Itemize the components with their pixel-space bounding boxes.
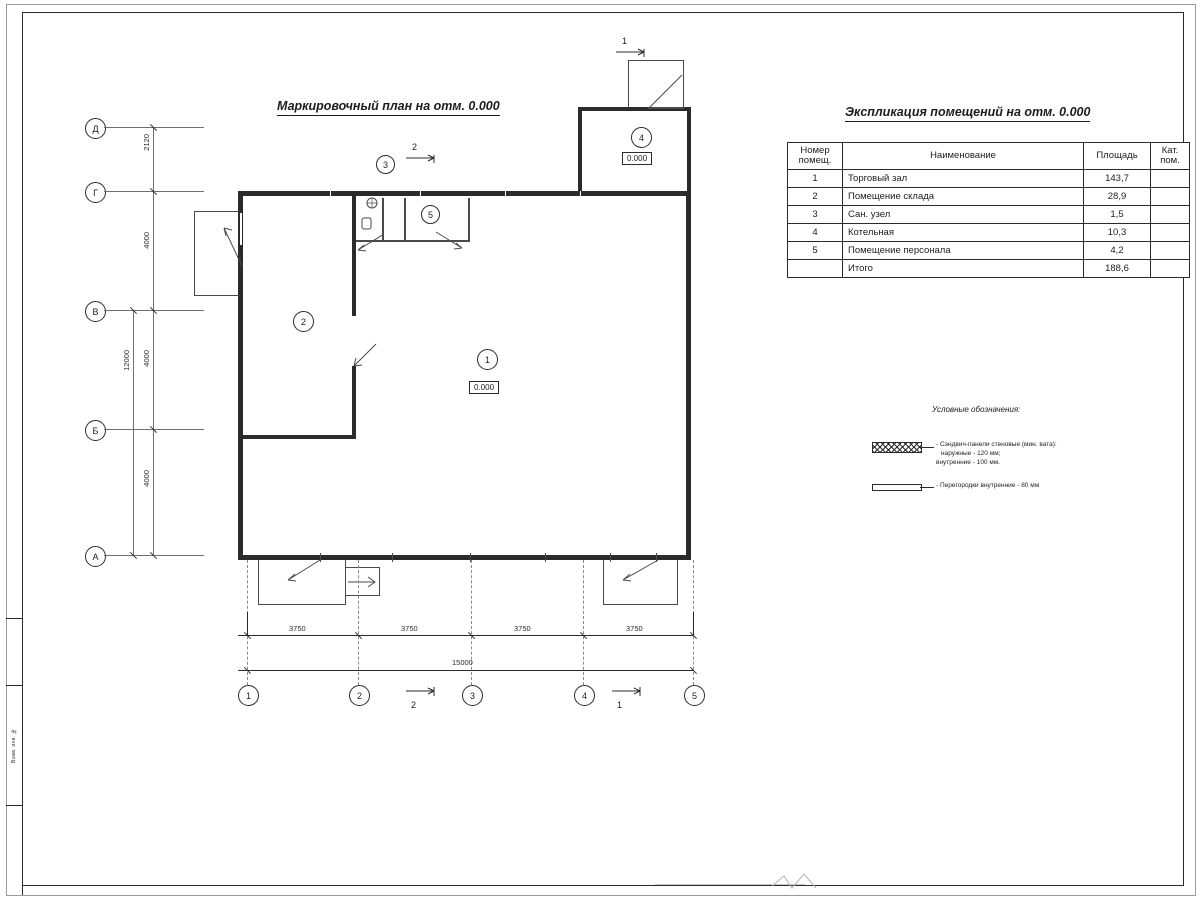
dim-label-h-3750-3: 3750 [514,624,531,633]
axis-grid-2 [358,560,359,685]
cell-total-number [788,259,843,277]
cell-total-kat [1151,259,1190,277]
room-tag-3: 3 [376,155,395,174]
opening-bottom-3-left [610,553,611,562]
wc-fixture-icon [362,193,382,213]
elevation-mark-trade-hall: 0.000 [469,381,499,394]
cell-area: 28,9 [1084,187,1151,205]
table-row [788,187,1190,205]
door-west-swing [222,226,246,272]
dim-chain-horizontal-outer [238,670,693,671]
axis-marker-v: В [85,301,106,322]
cell-area: 1,5 [1084,205,1151,223]
porch-left-step-bottom [345,595,380,596]
cell-kat [1151,241,1190,259]
axis-marker-5: 5 [684,685,705,706]
legend-text-1-line1: - Сэндвич-панели стеновые (мин. вата): [936,441,1057,448]
porch-left-south [258,604,346,605]
cell-name: Помещение склада [843,187,1084,205]
wall-exterior-right [686,191,691,560]
cell-area: 143,7 [1084,169,1151,187]
panel-joint-top-2 [420,191,421,196]
partition-staff-right [468,198,470,242]
axis-marker-a: А [85,546,106,567]
stamp-cell-2 [6,685,22,806]
door-storage-swing [340,330,380,370]
table-header-row [788,143,1190,170]
axis-marker-d: Д [85,118,106,139]
room-tag-5: 5 [421,205,440,224]
legend-swatch-sandwich-panel [872,442,922,453]
legend-swatch-partition [872,484,922,491]
partition-storage-vertical-lower [352,366,356,438]
section-mark-1-top-label: 1 [622,36,628,46]
door-kotelnaya-swing [648,70,688,110]
table-title: Экспликация помещений на отм. 0.000 [845,105,1090,122]
explication-table [787,142,1190,278]
room-tag-1: 1 [477,349,498,370]
stamp-cell-3 [6,805,22,895]
bottom-signature-mark [770,868,830,894]
dim-chain-vertical-outer [133,310,134,555]
plan-title: Маркировочный план на отм. 0.000 [277,99,500,116]
sink-fixture-icon [360,216,374,232]
dim-label-12000: 12000 [122,350,131,371]
cell-name: Помещение персонала [843,241,1084,259]
porch-left-step-top [345,567,380,568]
stamp-cell-1 [6,619,22,686]
opening-bottom-2-right [545,553,546,562]
axis-marker-g: Г [85,182,106,203]
section-mark-2-bottom-label: 2 [411,700,417,710]
door-kotelnaya-jamb-left [628,60,629,108]
th-area: Площадь [1084,143,1151,170]
legend-leader-1 [920,447,934,448]
dim-label-v-4000-1: 4000 [142,232,151,249]
legend-title: Условные обозначения: [932,405,1021,414]
panel-joint-top-4 [580,191,581,196]
wall-exterior-top [238,191,691,196]
cell-kat [1151,169,1190,187]
th-kat: Кат. пом. [1151,143,1190,170]
th-number: Номер помещ. [788,143,843,170]
cell-kat [1151,187,1190,205]
legend-leader-2 [920,487,934,488]
legend-text-2-line1: - Перегородки внутренние - 80 мм [936,482,1040,489]
cell-kat [1151,223,1190,241]
cell-area: 10,3 [1084,223,1151,241]
cell-name: Торговый зал [843,169,1084,187]
table-row [788,223,1190,241]
cell-number: 5 [788,241,843,259]
axis-marker-2: 2 [349,685,370,706]
dim-ext-h-1 [247,612,248,635]
door-staff-swing [432,230,468,252]
dim-label-h-3750-1: 3750 [289,624,306,633]
section-mark-1-top-arrow [614,48,650,60]
room-tag-2: 2 [293,311,314,332]
section-mark-2-top-arrow [404,154,440,166]
axis-marker-3: 3 [462,685,483,706]
dim-label-15000: 15000 [452,658,473,667]
cell-number: 2 [788,187,843,205]
cell-name: Котельная [843,223,1084,241]
wall-kotelnaya-left [578,107,582,191]
cell-kat [1151,205,1190,223]
porch-west-left [194,211,195,296]
porch-west-top [194,211,239,212]
porch-right-west [603,560,604,605]
opening-bottom-1-right [392,553,393,562]
section-mark-1-bottom-arrow [610,686,646,698]
cell-number: 3 [788,205,843,223]
door-entrance-right-swing [618,558,662,584]
door-wc-swing [352,232,388,254]
door-entrance-left-swing [285,558,325,584]
dim-label-2120: 2120 [142,134,151,151]
dim-label-h-3750-4: 3750 [626,624,643,633]
porch-left-west [258,560,259,605]
cell-name: Сан. узел [843,205,1084,223]
legend-text-1-line3: внутренние - 100 мм. [936,459,1001,466]
cell-number: 4 [788,223,843,241]
panel-joint-top-3 [505,191,506,196]
axis-marker-1: 1 [238,685,259,706]
stamp-vertical-label: Взам. инв. № [11,727,17,763]
table-total-row [788,259,1190,277]
partition-storage-vertical-upper [352,196,356,316]
cell-total-label: Итого [843,259,1084,277]
axis-marker-4: 4 [574,685,595,706]
section-mark-1-bottom-label: 1 [617,700,623,710]
wall-kotelnaya-right [687,107,691,191]
axis-marker-b: Б [85,420,106,441]
legend-text-1-line2: наружные - 120 мм; [941,450,1001,457]
cell-number: 1 [788,169,843,187]
partition-storage-horizontal [240,435,356,439]
porch-right-east [677,560,678,605]
elevation-mark-kotelnaya: 0.000 [622,152,652,165]
table-row [788,205,1190,223]
partition-staff-left [404,198,406,242]
dim-label-v-4000-3: 4000 [142,470,151,487]
dim-chain-horizontal-inner [238,635,693,636]
table-row [788,241,1190,259]
table-row [788,169,1190,187]
stamp-column [6,618,23,895]
entrance-arrow-icon [346,573,380,591]
panel-joint-top-1 [330,191,331,196]
th-name: Наименование [843,143,1084,170]
room-tag-4: 4 [631,127,652,148]
dim-ext-h-5 [693,612,694,635]
section-mark-2-bottom-arrow [404,686,440,698]
porch-west-bottom [194,295,239,296]
door-kotelnaya-head [628,60,683,61]
cell-area: 4,2 [1084,241,1151,259]
section-mark-2-top-label: 2 [412,142,418,152]
dim-label-h-3750-2: 3750 [401,624,418,633]
opening-west-door [240,213,242,245]
cell-total-area: 188,6 [1084,259,1151,277]
dim-label-v-4000-2: 4000 [142,350,151,367]
axis-grid-4 [583,560,584,685]
porch-right-south [603,604,678,605]
